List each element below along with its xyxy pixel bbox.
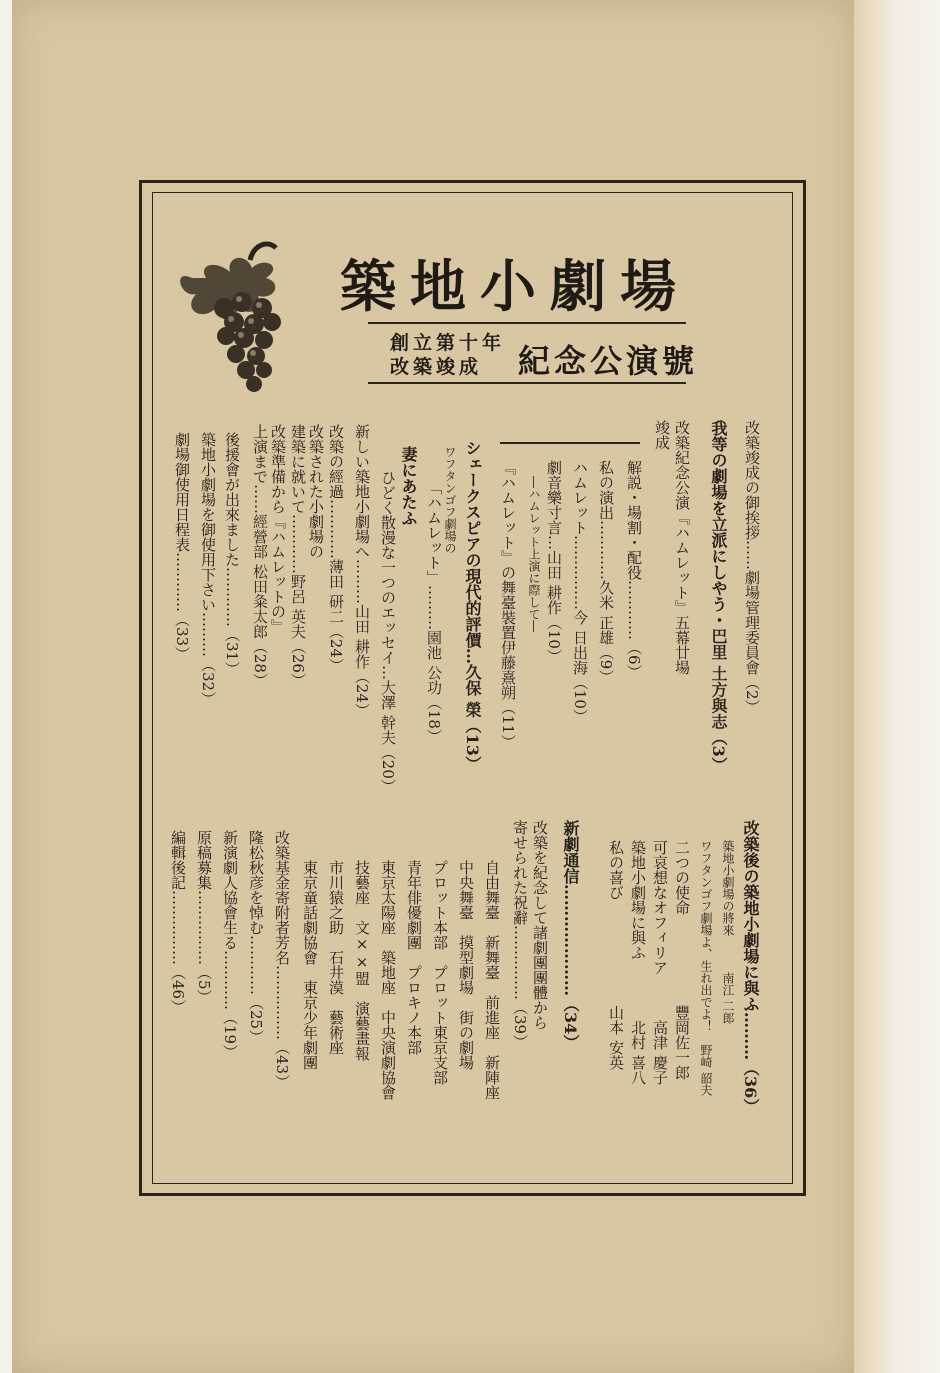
toc-entry: 青年俳優劇團 プロキノ本部 (405, 860, 423, 1055)
toc-entry: 『ハムレット』の舞臺裝置伊藤熹朔（11） (499, 460, 517, 750)
subtitle-main: 紀念公演號 (518, 342, 699, 380)
subtitle-line-1: 創立第十年 (390, 332, 506, 354)
toc-entry: 建築に就いて…………野呂 英夫（26） (289, 424, 307, 688)
toc-entry: 編輯後記……………（46） (169, 830, 187, 1015)
toc-entry: 後援會が出來ました…………（31） (223, 432, 241, 677)
toc-entry: 私の演出…………久米 正雄（9） (597, 460, 615, 685)
toc-entry: 改築竣成の御挨拶……劇場管理委員會（2） (743, 420, 761, 715)
toc-entry: 劇場御使用日程表…………（33） (173, 432, 191, 662)
toc-entry: 改築後の築地小劇場に與ふ………（36） (741, 820, 760, 1115)
toc-entry: シェークスピアの現代的評價…久保 榮（13） (463, 440, 482, 772)
toc-entry: 二つの使命 豐岡佐一郎 (673, 840, 691, 1080)
toc-entry: 可哀想なオフィリア 高津 慶子 (651, 840, 669, 1085)
section-divider (500, 442, 640, 444)
toc-entry: ワフタンゴフ劇場よ、生れ出でよ！ 野崎 韶夫 (699, 840, 713, 1096)
toc-entry: 「ハムレット」………園池 公功（18） (425, 480, 443, 744)
toc-entry: 原稿募集……………（5） (195, 830, 213, 1005)
toc-entry: 新しい築地小劇場へ………山田 耕作（24） (353, 424, 371, 718)
toc-entry: 改築紀念公演『ハムレット』五幕廿場 (673, 420, 691, 675)
toc-entry: 東京太陽座 築地座 中央演劇協會 (379, 860, 397, 1100)
toc-entry: 私の喜び 山本 安英 (607, 840, 625, 1070)
toc-entry: 技藝座 文××盟 演藝畫報 (353, 860, 371, 1061)
toc-entry: 劇音樂寸言…山田 耕作（10） (545, 460, 563, 664)
toc-entry: 築地小劇場に與ふ 北村 喜八 (629, 840, 647, 1085)
toc-entry: ひどく散漫な一つのエッセイ…大澤 幹夫（20） (379, 470, 397, 794)
toc-entry: 改築を紀念して諸劇團團體から (531, 820, 549, 1030)
toc-entry: 東京童話劇協會 東京少年劇團 (301, 860, 319, 1070)
toc-entry: ワフタンゴフ劇場の (443, 446, 457, 554)
toc-entry: 寄せられた祝辭……………（39） (511, 820, 529, 1050)
toc-entry: 新劇通信…………………（34） (561, 820, 580, 1051)
toc-entry: プロット本部 プロット東京支部 (431, 860, 449, 1085)
toc-entry: 改築の經過…………薄田 研二（24） (327, 424, 345, 673)
toc-entry: 改築基金寄附者芳名……………（43） (273, 830, 291, 1090)
toc-entry: ―ハムレット上演に際して― (527, 476, 541, 632)
toc-entry: 改築された小劇場の (307, 424, 325, 559)
toc-entry: ハムレット……………今 日出海（10） (571, 460, 589, 724)
toc-entry: 新演劇人協會生る…………（19） (221, 830, 239, 1060)
toc-entry: 我等の劇場を立派にしやう・巴里 土方與志（3） (709, 420, 728, 773)
grape-bunch-icon (172, 238, 312, 398)
toc-entry: 妻にあたふ (399, 446, 418, 526)
toc-entry: 竣成 (653, 420, 671, 450)
toc-entry: 自由舞臺 新舞臺 前進座 新陣座 (483, 860, 501, 1100)
toc-entry: 隆松秋彦を悼む…………（25） (247, 830, 265, 1045)
toc-entry: 中央舞臺 摸型劇場 街の劇場 (457, 860, 475, 1070)
magazine-title: 築地小劇場 (340, 254, 690, 320)
toc-entry: 築地小劇場の將來 南江 二郎 (721, 840, 735, 1024)
subtitle-rule-top (368, 322, 686, 324)
toc-entry: 築地小劇場を御使用下さい………（32） (199, 432, 217, 707)
toc-entry: 解説・場割・配役…………（6） (625, 460, 643, 680)
subtitle-line-2: 改築竣成 (390, 356, 483, 378)
toc-entry: 改築準備から『ハムレットの』 (269, 424, 287, 634)
toc-entry: 市川猿之助 石井漠 藝術座 (327, 860, 345, 1055)
subtitle-rule-bottom (368, 382, 686, 384)
toc-entry: 上演まで……經營部 松田粂太郎（28） (251, 424, 269, 688)
